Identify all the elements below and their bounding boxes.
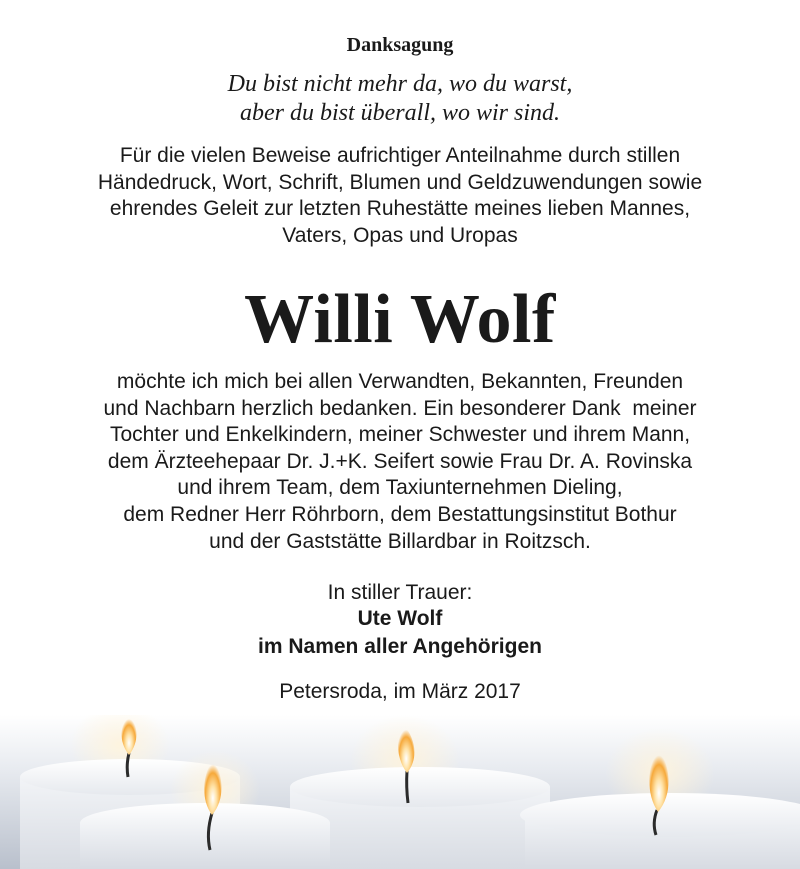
memorial-quote — [0, 70, 800, 128]
candles-photo — [0, 715, 800, 869]
thanks-line: möchte ich mich bei allen Verwandten, Bekannten, Freunden — [116, 370, 684, 393]
quote-line: Du bist nicht mehr da, wo du warst, — [227, 71, 573, 97]
intro-line: Vaters, Opas und Uropas — [282, 223, 518, 247]
candles-illustration — [0, 715, 800, 869]
intro-line: Für die vielen Beweise aufrichtiger Anteilnahme durch stillen — [119, 144, 681, 167]
thanks-line: dem Ärzteehepaar Dr. J.+K. Seifert sowie Frau Dr. A. Rovinska — [107, 449, 693, 473]
intro-paragraph — [0, 143, 800, 249]
signatory-family: im Namen aller Angehörigen — [258, 635, 542, 658]
notice-heading: Danksagung — [346, 34, 454, 56]
thanks-line: und Nachbarn herzlich bedanken. Ein besonderer Dank meiner — [103, 396, 697, 420]
signatory-name: Ute Wolf — [357, 607, 443, 630]
thanks-line: dem Redner Herr Röhrborn, dem Bestattungsinstitut Bothur — [123, 502, 677, 526]
place-and-date: Petersroda, im März 2017 — [279, 680, 521, 703]
quote-line: aber du bist überall, wo wir sind. — [239, 100, 561, 126]
deceased-name: Willi Wolf — [244, 281, 556, 358]
thanks-paragraph — [0, 369, 800, 555]
thanks-line: und ihrem Team, dem Taxiunternehmen Dieling, — [177, 476, 623, 500]
intro-line: ehrendes Geleit zur letzten Ruhestätte meines lieben Mannes, — [109, 197, 691, 221]
intro-line: Händedruck, Wort, Schrift, Blumen und Geldzuwendungen sowie — [97, 170, 703, 194]
closing-label: In stiller Trauer: — [327, 581, 473, 604]
thanks-line: und der Gaststätte Billardbar in Roitzsch. — [209, 529, 591, 553]
thanks-line: Tochter und Enkelkindern, meiner Schwester und ihrem Mann, — [109, 423, 691, 447]
